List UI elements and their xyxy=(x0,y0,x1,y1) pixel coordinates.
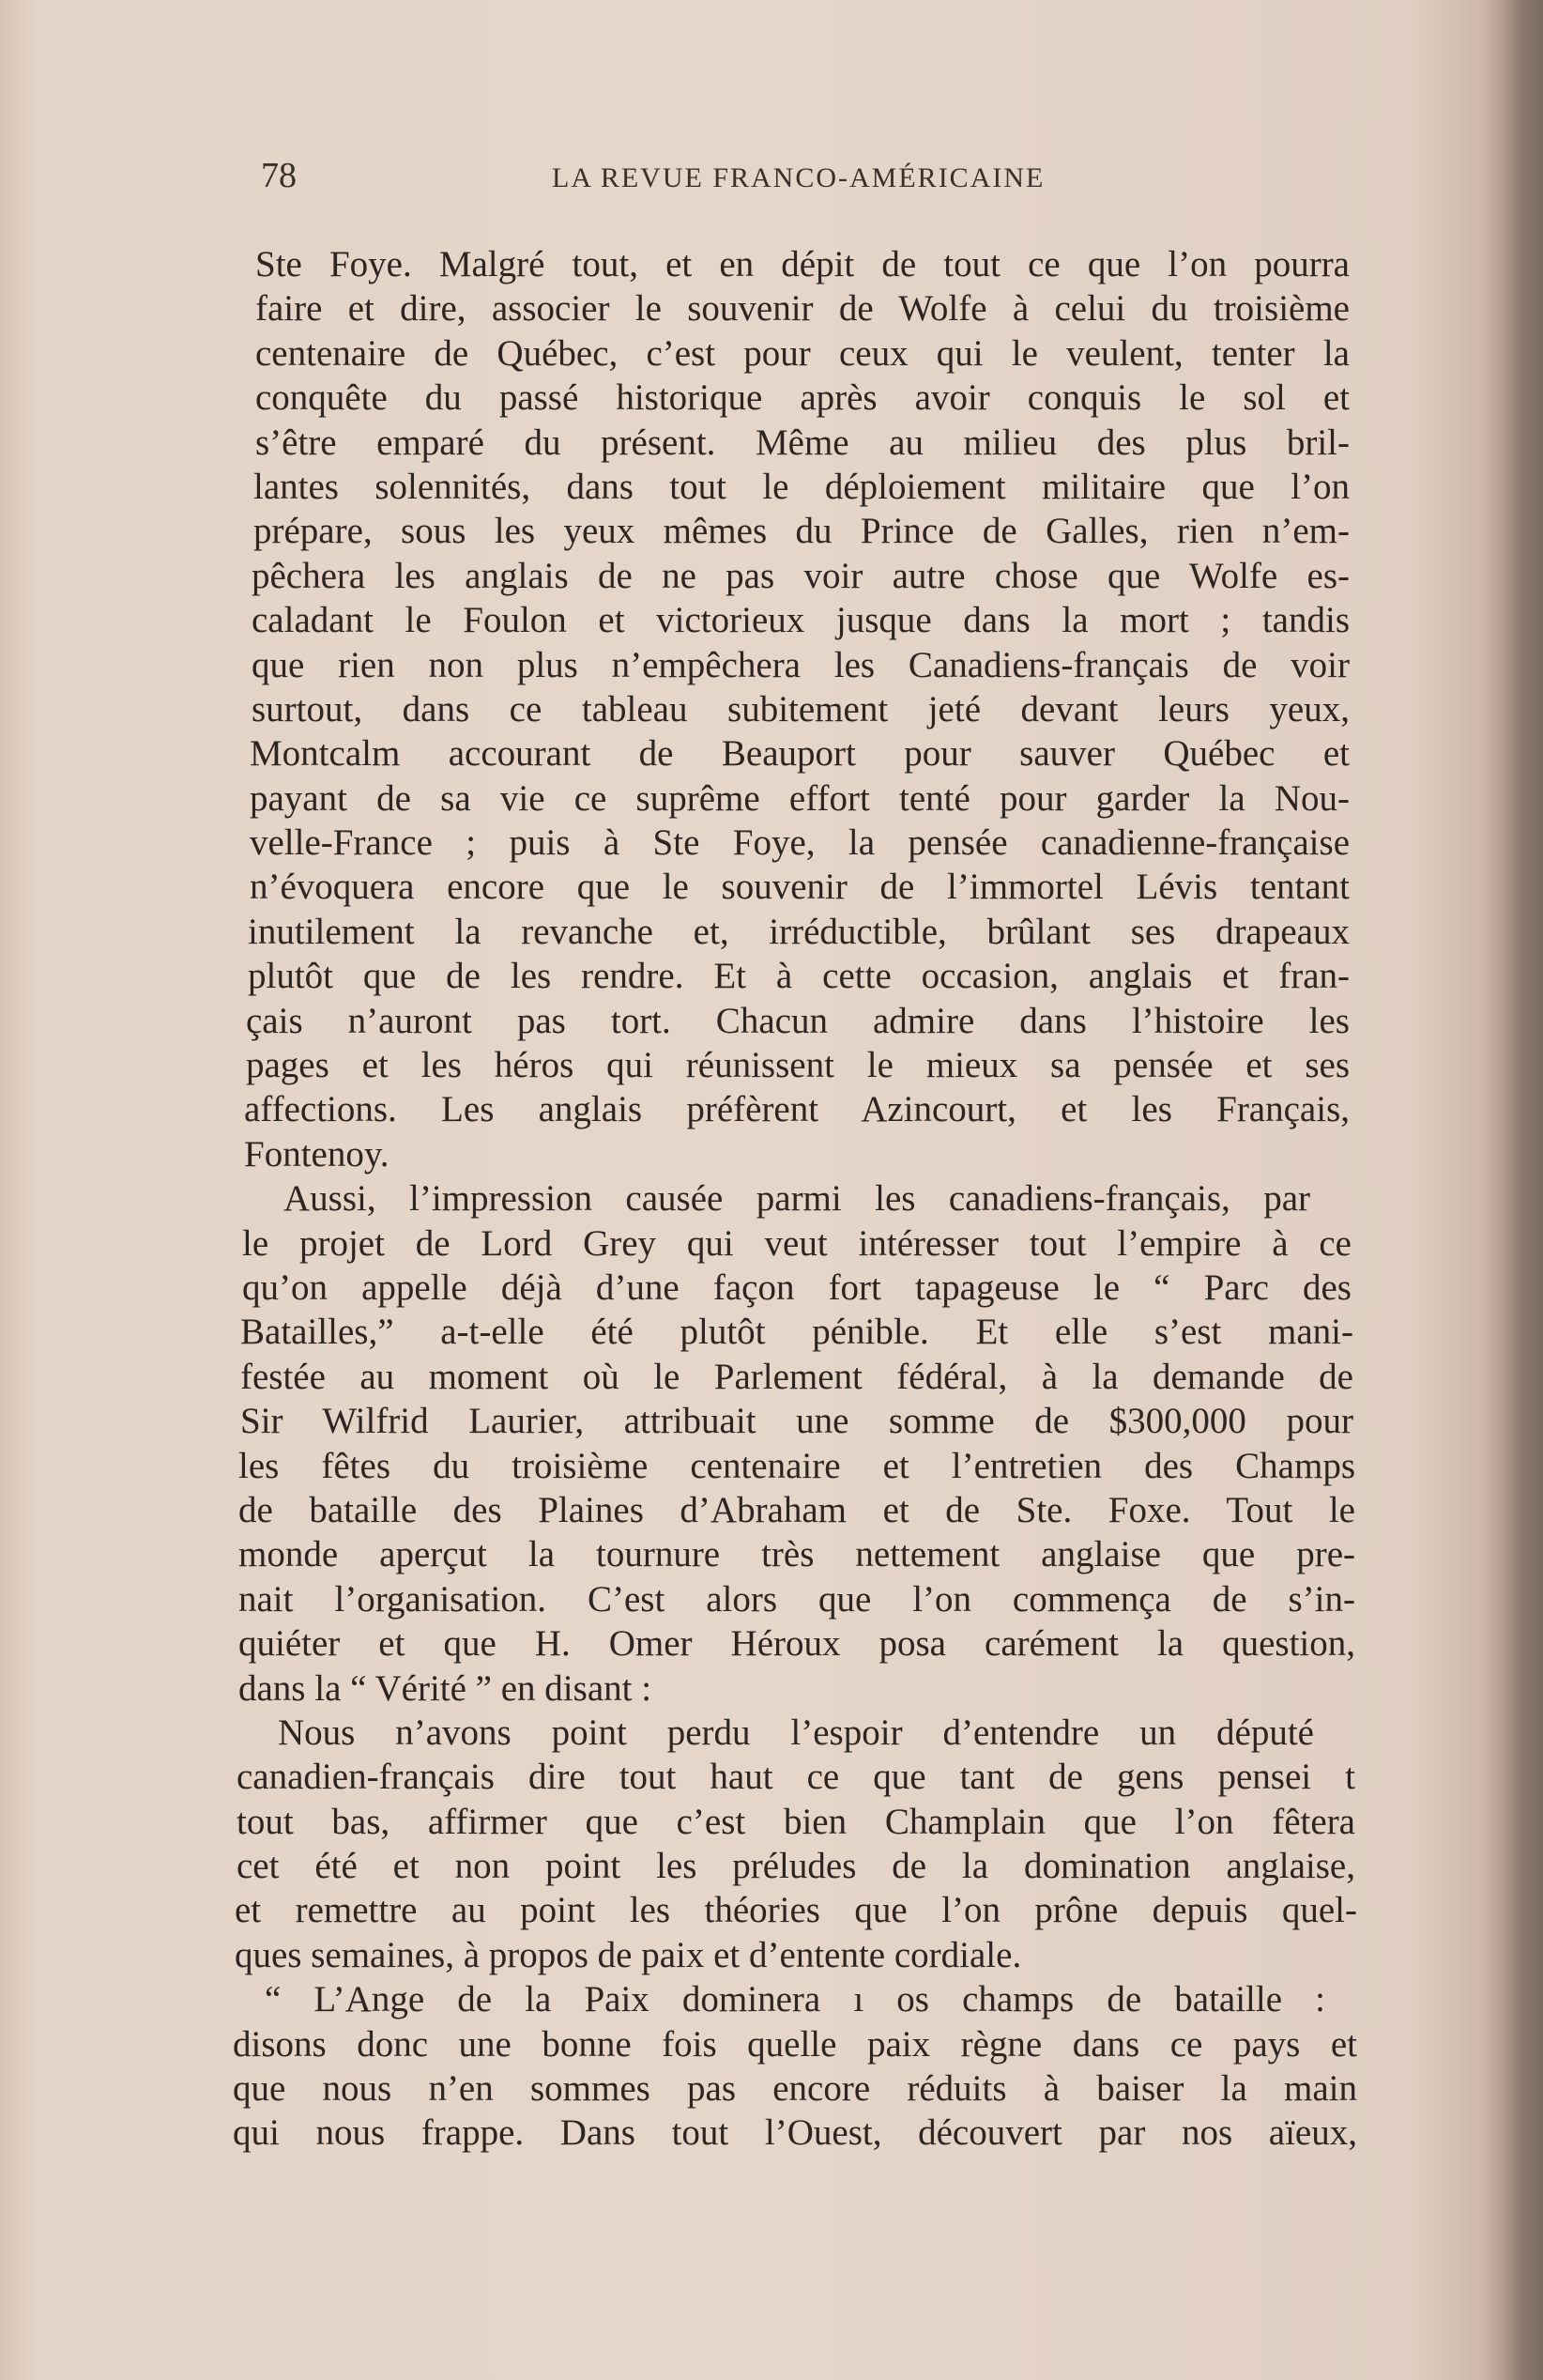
text-line: prépare, sous les yeux mêmes du Prince de Galles, rien n’em- xyxy=(253,511,1350,552)
text-line: dans la “ Vérité ” en disant : xyxy=(238,1667,652,1709)
text-line: quiéter et que H. Omer Héroux posa carément la question, xyxy=(238,1623,1355,1665)
text-line: Montcalm accourant de Beauport pour sauver Québec et xyxy=(250,733,1350,775)
text-line: n’évoquera encore que le souvenir de l’immortel Lévis tentant xyxy=(250,867,1350,908)
text-line: qu’on appelle déjà d’une façon fort tapageuse le “ Parc des xyxy=(242,1267,1352,1308)
text-line: monde aperçut la tournure très nettement anglaise que pre- xyxy=(238,1534,1355,1575)
text-line: tout bas, affirmer que c’est bien Champlain que l’on fêtera xyxy=(237,1801,1355,1842)
text-line: les fêtes du troisième centenaire et l’entretien des Champs xyxy=(238,1445,1355,1486)
page-number: 78 xyxy=(261,156,297,195)
text-line: que nous n’en sommes pas encore réduits à baiser la main xyxy=(233,2068,1357,2110)
text-line: Nous n’avons point perdu l’espoir d’entendre un député xyxy=(278,1712,1314,1753)
text-line: payant de sa vie ce suprême effort tenté pour garder la Nou- xyxy=(250,777,1350,819)
text-line: Aussi, l’impression causée parmi les canadiens-français, par xyxy=(283,1178,1310,1220)
text-line: disons donc une bonne fois quelle paix règne dans ce pays et xyxy=(233,2023,1357,2065)
text-line: que rien non plus n’empêchera les Canadiens-français de voir xyxy=(252,644,1350,685)
text-line: plutôt que de les rendre. Et à cette occasion, anglais et fran- xyxy=(248,956,1350,997)
text-line: cet été et non point les préludes de la domination anglaise, xyxy=(237,1846,1355,1887)
text-line: et remettre au point les théories que l’on prône depuis quel- xyxy=(235,1890,1357,1931)
text-line: Fontenoy. xyxy=(244,1133,390,1175)
text-line: canadien-français dire tout haut ce que tant de gens pensei t xyxy=(237,1757,1355,1798)
text-line: caladant le Foulon et victorieux jusque dans la mort ; tandis xyxy=(252,600,1350,641)
text-line: festée au moment où le Parlement fédéral, à la demande de xyxy=(240,1356,1353,1397)
page-header xyxy=(261,155,1237,202)
text-line: Sir Wilfrid Laurier, attribuait une somme de $300,000 pour xyxy=(240,1401,1353,1442)
text-line: s’être emparé du présent. Même au milieu des plus bril- xyxy=(255,422,1350,463)
text-line: faire et dire, associer le souvenir de Wolfe à celui du troisième xyxy=(255,288,1350,330)
text-line: “ L’Ange de la Paix dominera ı os champs de bataille : xyxy=(265,1979,1325,2020)
text-line: lantes solennités, dans tout le déploiement militaire que l’on xyxy=(253,466,1350,507)
text-line: affections. Les anglais préfèrent Azincourt, et les Français, xyxy=(244,1089,1350,1130)
text-line: Ste Foye. Malgré tout, et en dépit de tout ce que l’on pourra xyxy=(255,244,1350,284)
text-line: de bataille des Plaines d’Abraham et de Ste. Foxe. Tout le xyxy=(238,1489,1355,1530)
text-line: pêchera les anglais de ne pas voir autre chose que Wolfe es- xyxy=(252,555,1350,596)
text-line: centenaire de Québec, c’est pour ceux qui le veulent, tenter la xyxy=(255,332,1350,374)
text-line: qui nous frappe. Dans tout l’Ouest, découvert par nos aïeux, xyxy=(233,2112,1357,2154)
text-line: ques semaines, à propos de paix et d’entente cordiale. xyxy=(235,1934,1022,1975)
text-line: nait l’organisation. C’est alors que l’on commença de s’in- xyxy=(238,1578,1355,1620)
text-line: Batailles,” a-t-elle été plutôt pénible. Et elle s’est mani- xyxy=(240,1312,1353,1353)
text-line: surtout, dans ce tableau subitement jeté devant leurs yeux, xyxy=(252,688,1350,729)
text-line: velle-France ; puis à Ste Foye, la pensée canadienne-française xyxy=(250,822,1350,864)
body-text xyxy=(233,242,1378,2156)
text-line: pages et les héros qui réunissent le mieux sa pensée et ses xyxy=(246,1045,1350,1086)
text-line: inutilement la revanche et, irréductible, brûlant ses drapeaux xyxy=(248,911,1350,952)
text-line: çais n’auront pas tort. Chacun admire dans l’histoire les xyxy=(246,1000,1350,1041)
running-title: LA REVUE FRANCO-AMÉRICAINE xyxy=(552,162,1046,193)
text-line: conquête du passé historique après avoir conquis le sol et xyxy=(255,377,1350,419)
text-line: le projet de Lord Grey qui veut intéresser tout l’empire à ce xyxy=(242,1222,1352,1264)
